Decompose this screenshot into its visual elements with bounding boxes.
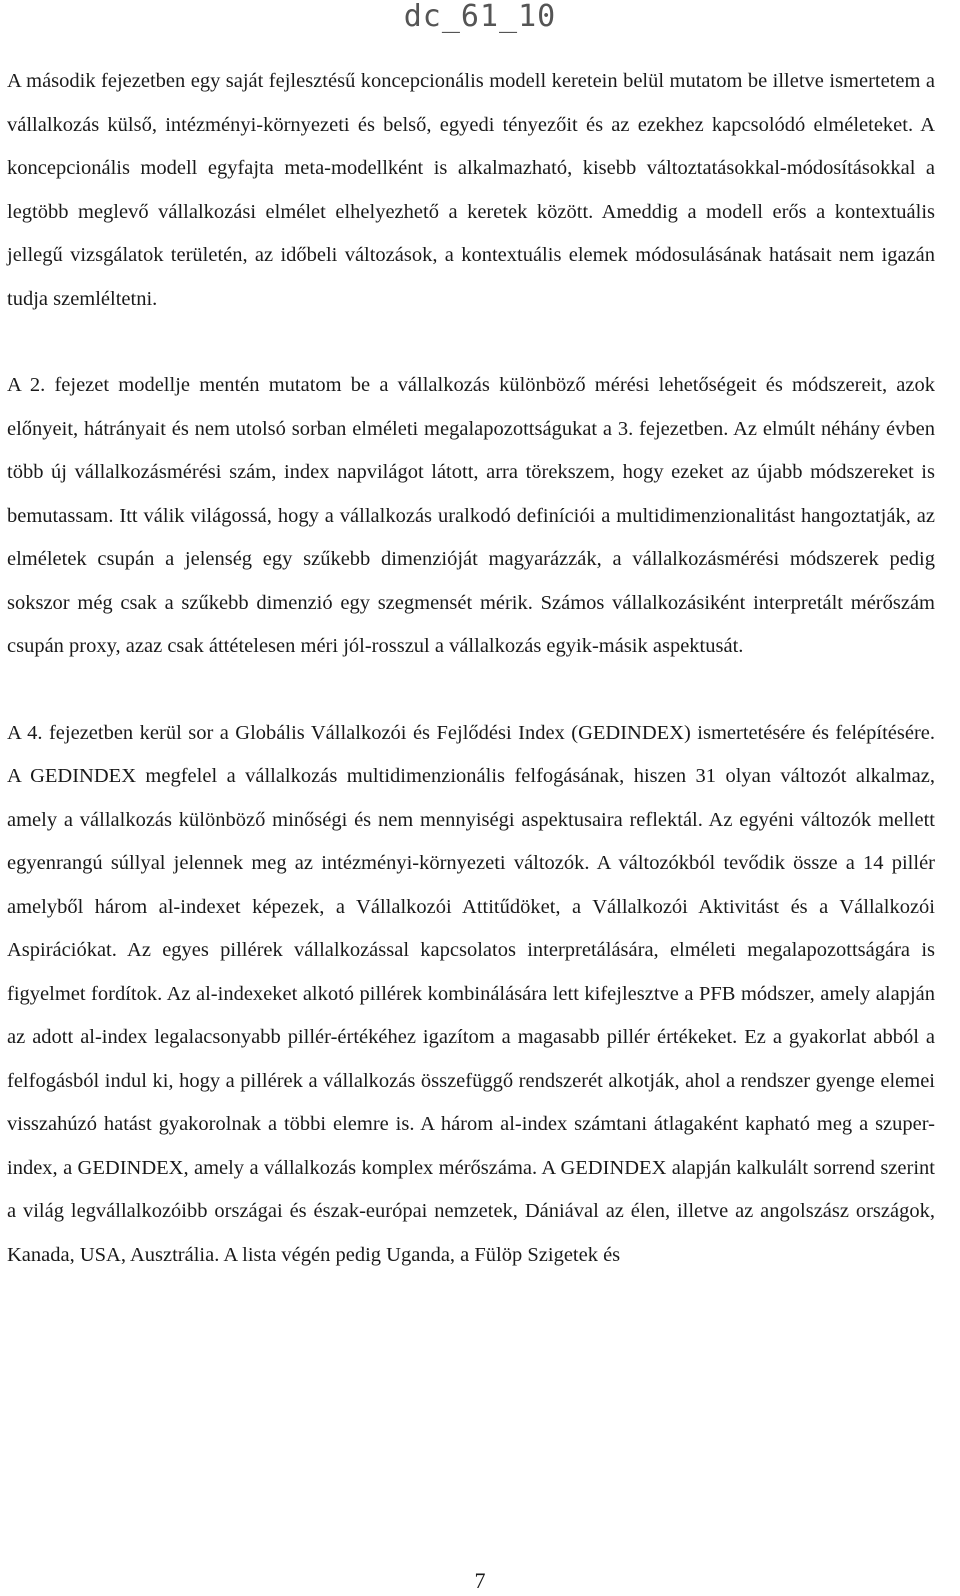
page-body: [7, 60, 935, 1277]
paragraph-chapter-2-summary: A második fejezetben egy saját fejlesztésű koncepcionális modell keretein belül mutatom be illetve ismertetem a vállalkozás külső, intézményi-környezeti és belső, egyedi tényezőit és az ezekhez kapcsolódó elméleteket. A koncepcionális modell egyfajta meta-modellként is alkalmazható, kisebb változtatásokkal-módosításokkal a legtöbb meglevő vállalkozási elmélet elhelyezhető a keretek között. Ameddig a modell erős a kontextuális jellegű vizsgálatok területén, az időbeli változások, a kontextuális elemek módosulásának hatásait nem igazán tudja szemléltetni.: [7, 70, 935, 310]
paragraph-chapter-3-summary: A 2. fejezet modellje mentén mutatom be a vállalkozás különböző mérési lehetőségeit és módszereit, azok előnyeit, hátrányait és nem utolsó sorban elméleti megalapozottságukat a 3. fejezetben. Az elmúlt néhány évben több új vállalkozásmérési szám, index napvilágot látott, arra törekszem, hogy ezeket az újabb módszereket is bemutassam. Itt válik világossá, hogy a vállalkozás uralkodó definíciói a multidimenzionalitást hangoztatják, az elméletek csupán a jelenség egy szűkebb dimenzióját magyarázzák, a vállalkozásmérési módszerek pedig sokszor még csak a szűkebb dimenzió egy szegmensét mérik. Számos vállalkozásiként interpretált mérőszám csupán proxy, azaz csak áttételesen méri jól-rosszul a vállalkozás egyik-másik aspektusát.: [7, 374, 935, 657]
document-id-header: dc_61_10: [403, 0, 557, 34]
paragraph-chapter-4-summary: A 4. fejezetben kerül sor a Globális Vállalkozói és Fejlődési Index (GEDINDEX) ismertetésére és felépítésére. A GEDINDEX megfelel a vállalkozás multidimenzionális felfogásának, hiszen 31 olyan változót alkalmaz, amely a vállalkozás különböző minőségi és nem mennyiségi aspektusaira reflektál. Az egyéni változók mellett egyenrangú súllyal jelennek meg az intézményi-környezeti változók. A változókból tevődik össze a 14 pillér amelyből három al-indexet képezek, a Vállalkozói Attitűdöket, a Vállalkozói Aktivitást és a Vállalkozói Aspirációkat. Az egyes pillérek vállalkozással kapcsolatos interpretálására, elméleti megalapozottságára is figyelmet fordítok. Az al-indexeket alkotó pillérek kombinálására lett kifejlesztve a PFB módszer, amely alapján az adott al-index legalacsonyabb pillér-értékéhez igazítom a magasabb pillér értékeket. Ez a gyakorlat abból a felfogásból indul ki, hogy a pillérek a vállalkozás összefüggő rendszerét alkotják, ahol a rendszer gyenge elemei visszahúzó hatást gyakorolnak a többi elemre is. A három al-index számtani átlagaként kapható meg a szuper-index, a GEDINDEX, amely a vállalkozás komplex mérőszáma. A GEDINDEX alapján kalkulált sorrend szerint a világ legvállalkozóibb országai és észak-európai nemzetek, Dániával az élen, illetve az angolszász országok, Kanada, USA, Ausztrália. A lista végén pedig Uganda, a Fülöp Szigetek és: [7, 721, 935, 1266]
page-number: 7: [474, 1568, 486, 1593]
